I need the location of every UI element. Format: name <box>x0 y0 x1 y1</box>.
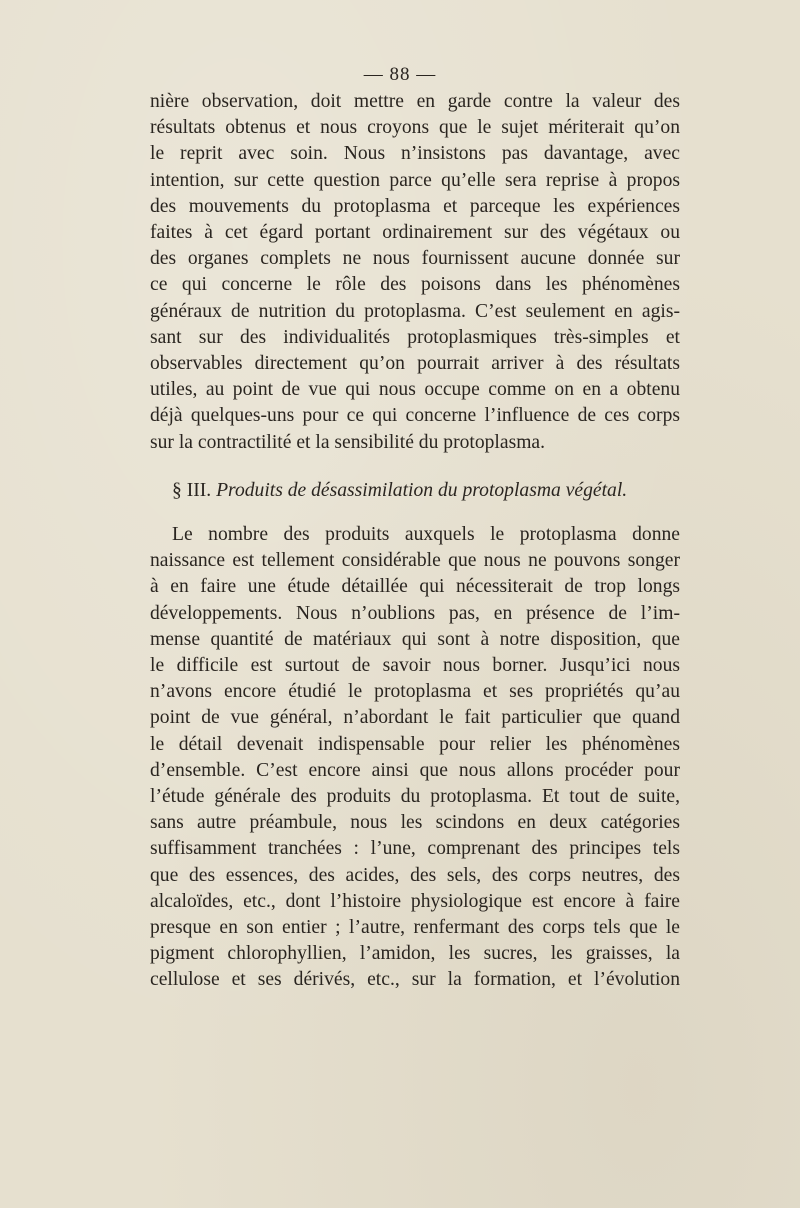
text-line: sur la contractilité et la sensibilité du protoplasma. <box>150 431 546 453</box>
text-line: des mouvements du protoplasma et parceque les expériences <box>150 195 680 217</box>
text-line: sans autre préambule, nous les scindons en deux catégories <box>150 812 680 834</box>
text-line: presque en son entier ; l’autre, renfermant des corps tels que le <box>150 917 680 939</box>
text-line: cellulose et ses dérivés, etc., sur la formation, et l’évolution <box>150 969 680 991</box>
text-line: observables directement qu’on pourrait arriver à des résultats <box>150 353 680 375</box>
text-line: l’étude générale des produits du protoplasma. Et tout de suite, <box>150 786 680 808</box>
text-line: ce qui concerne le rôle des poisons dans les phénomènes <box>150 274 680 296</box>
text-line: d’ensemble. C’est encore ainsi que nous allons procéder pour <box>150 759 680 781</box>
text-line: nière observation, doit mettre en garde contre la valeur des <box>150 91 680 112</box>
text-line: mense quantité de matériaux qui sont à notre disposition, que <box>150 628 680 650</box>
text-line: pigment chlorophyllien, l’amidon, les sucres, les graisses, la <box>150 943 680 965</box>
section-number: § III. <box>172 480 212 501</box>
text-line: naissance est tellement considérable que nous ne pouvons songer <box>150 550 680 572</box>
text-line: Le nombre des produits auxquels le protoplasma donne <box>172 524 680 545</box>
text-line: le difficile est surtout de savoir nous borner. Jusqu’ici nous <box>150 655 680 677</box>
text-line: faites à cet égard portant ordinairement sur des végétaux ou <box>150 222 680 244</box>
text-line: alcaloïdes, etc., dont l’histoire physiologique est encore à faire <box>150 890 680 912</box>
page-number: — 88 — <box>363 64 437 85</box>
text-line: le reprit avec soin. Nous n’insistons pas davantage, avec <box>150 143 680 165</box>
text-line: suffisamment tranchées : l’une, comprenant des principes tels <box>150 838 680 860</box>
text-line: utiles, au point de vue qui nous occupe comme on en a obtenu <box>150 379 680 401</box>
paragraph-continued <box>150 89 680 456</box>
text-line: généraux de nutrition du protoplasma. C’est seulement en agis- <box>150 300 680 322</box>
section-heading <box>172 478 692 504</box>
text-line: le détail devenait indispensable pour relier les phénomènes <box>150 733 680 755</box>
text-line: n’avons encore étudié le protoplasma et ses propriétés qu’au <box>150 681 680 703</box>
text-line: développements. Nous n’oublions pas, en présence de l’im- <box>150 602 680 624</box>
text-line: à en faire une étude détaillée qui nécessiterait de trop longs <box>150 576 680 598</box>
text-line: sant sur des individualités protoplasmiques très-simples et <box>150 326 680 348</box>
text-line: que des essences, des acides, des sels, des corps neutres, des <box>150 864 680 886</box>
text-line: intention, sur cette question parce qu’elle sera reprise à propos <box>150 169 680 191</box>
paragraph-section-3 <box>150 522 680 994</box>
text-line: point de vue général, n’abordant le fait particulier que quand <box>150 707 680 729</box>
text-line: des organes complets ne nous fournissent aucune donnée sur <box>150 248 680 270</box>
section-title: Produits de désassimilation du protoplasma végétal. <box>216 480 628 501</box>
text-line: résultats obtenus et nous croyons que le sujet mériterait qu’on <box>150 117 680 139</box>
text-line: déjà quelques-uns pour ce qui concerne l’influence de ces corps <box>150 405 680 427</box>
